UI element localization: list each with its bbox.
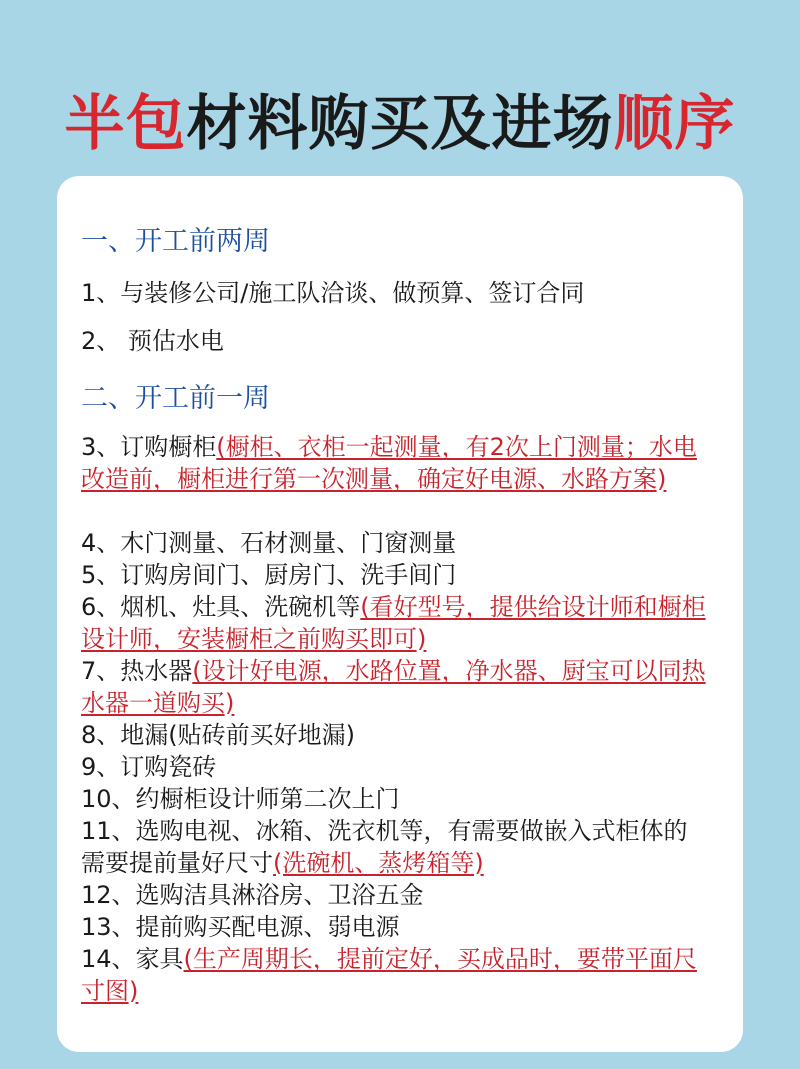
item-text: 11、选购电视、冰箱、洗衣机等，有需要做嵌入式柜体的需要提前量好尺寸 bbox=[81, 817, 688, 877]
list-item bbox=[81, 592, 706, 655]
item-text: 5、订购房间门、厨房门、洗手间门 bbox=[81, 561, 457, 589]
item-text: 10、约橱柜设计师第二次上门 bbox=[81, 785, 400, 813]
item-text: 14、家具 bbox=[81, 945, 184, 973]
item-text: 13、提前购买配电源、弱电源 bbox=[81, 913, 400, 941]
item-text: 9、订购瓷砖 bbox=[81, 753, 217, 781]
item-text: 2、 预估水电 bbox=[81, 327, 224, 355]
section-heading-one-week: 二、开工前一周 bbox=[81, 383, 270, 414]
page-title bbox=[0, 86, 800, 162]
item-text: 4、木门测量、石材测量、门窗测量 bbox=[81, 529, 457, 557]
list-item bbox=[81, 816, 706, 879]
item-text: 3、订购橱柜 bbox=[81, 433, 217, 461]
list-item bbox=[81, 880, 706, 912]
title-part-1: 半包 bbox=[64, 89, 187, 159]
list-item bbox=[81, 944, 706, 1007]
list-item bbox=[81, 720, 706, 752]
section-heading-two-weeks: 一、开工前两周 bbox=[81, 226, 270, 257]
list-item bbox=[81, 912, 706, 944]
item-text: 12、选购洁具淋浴房、卫浴五金 bbox=[81, 881, 424, 909]
list-item bbox=[81, 326, 706, 358]
item-text: 1、与装修公司/施工队洽谈、做预算、签订合同 bbox=[81, 279, 585, 307]
item-text: 6、烟机、灶具、洗碗机等 bbox=[81, 593, 361, 621]
list-item bbox=[81, 752, 706, 784]
list-item bbox=[81, 432, 706, 495]
list-item bbox=[81, 656, 706, 719]
item-note: (生产周期长，提前定好，买成品时，要带平面尺寸图) bbox=[81, 945, 697, 1005]
list-item bbox=[81, 560, 706, 592]
title-part-2: 材料购买及进场 bbox=[186, 89, 614, 159]
title-part-3: 顺序 bbox=[613, 89, 736, 159]
list-item bbox=[81, 528, 706, 560]
item-note: (橱柜、衣柜一起测量，有2次上门测量；水电改造前，橱柜进行第一次测量，确定好电源、水路方案) bbox=[81, 433, 697, 493]
item-text: 8、地漏(贴砖前买好地漏) bbox=[81, 721, 355, 749]
list-item bbox=[81, 278, 706, 310]
item-note: (洗碗机、蒸烤箱等) bbox=[273, 848, 484, 877]
item-note: (设计好电源，水路位置，净水器、厨宝可以同热水器一道购买) bbox=[81, 657, 706, 717]
content-card bbox=[57, 176, 743, 1052]
list-item bbox=[81, 784, 706, 816]
item-note: (看好型号，提供给设计师和橱柜设计师，安装橱柜之前购买即可) bbox=[81, 593, 706, 653]
item-text: 7、热水器 bbox=[81, 657, 193, 685]
